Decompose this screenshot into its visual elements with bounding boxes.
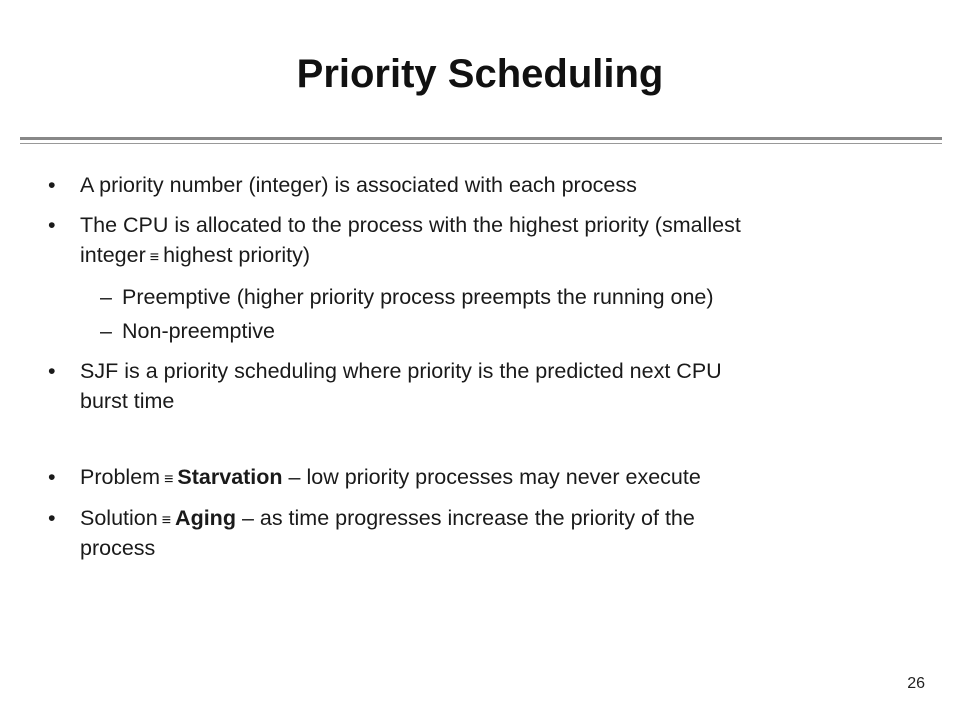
bullet-marker: • [48, 465, 56, 489]
bullet-marker: • [48, 213, 56, 237]
bullet-marker: • [48, 506, 56, 530]
bullet-5-line-1 [80, 503, 940, 536]
bullet-2-line-2 [80, 240, 940, 273]
slide-title: Priority Scheduling [296, 52, 664, 96]
dash-marker: – [100, 285, 112, 309]
bullet-5-pre: Solution [80, 506, 158, 530]
bullet-4-text [80, 462, 940, 495]
equivalence-symbol: ≡ [164, 471, 174, 488]
bullet-4-pre: Problem [80, 465, 161, 489]
page-number: 26 [907, 675, 925, 692]
bullet-1-text: A priority number (integer) is associated with each process [80, 173, 637, 197]
subitem-1-text: Preemptive (higher priority process preempts the running one) [122, 285, 714, 309]
bullet-2-line-2b: highest priority) [163, 243, 311, 267]
bullet-5-keyword: Aging [175, 506, 236, 530]
subitem-2-text: Non-preemptive [122, 319, 275, 343]
bullet-4-post: – low priority processes may never execute [288, 465, 701, 489]
bullet-2-line-2a: integer [80, 243, 146, 267]
equivalence-symbol: ≡ [149, 249, 160, 266]
bullet-3-line-1: SJF is a priority scheduling where priority is the predicted next CPU [80, 359, 722, 383]
bullet-5-post: – as time progresses increase the priority of the [241, 506, 695, 530]
equivalence-symbol: ≡ [161, 512, 172, 529]
bullet-marker: • [48, 359, 56, 383]
dash-marker: – [100, 319, 112, 343]
bullet-4-keyword: Starvation [177, 465, 283, 489]
bullet-5-line-2: process [80, 536, 156, 560]
bullet-marker: • [48, 173, 56, 197]
bullet-3-line-2: burst time [80, 389, 175, 413]
bullet-2-line-1: The CPU is allocated to the process with the highest priority (smallest [80, 213, 741, 237]
